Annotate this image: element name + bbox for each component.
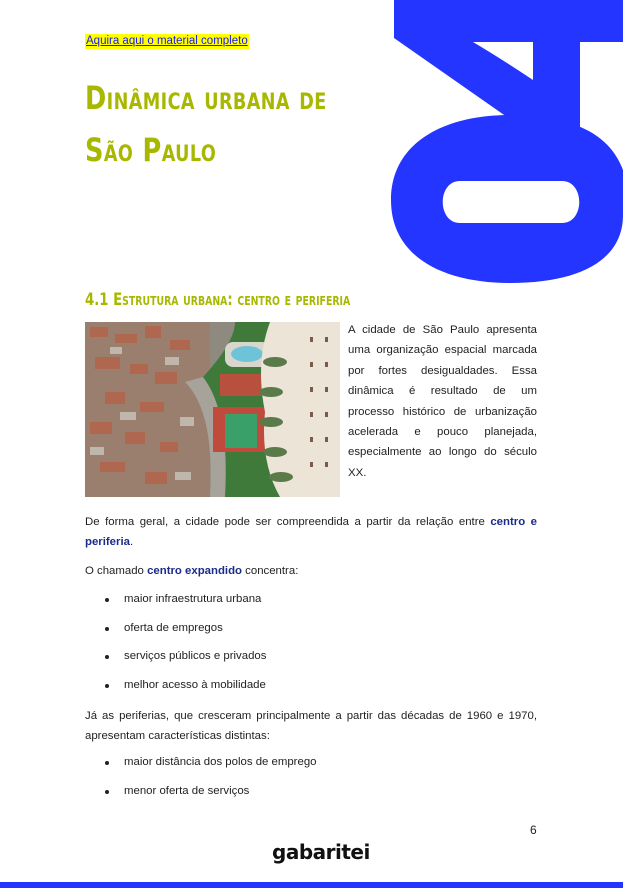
para1-suffix: . <box>129 536 134 549</box>
material-link[interactable]: Aquira aqui o material completo <box>86 35 248 47</box>
list-item: oferta de empregos <box>105 618 266 647</box>
para1-strong: centro e periferia <box>85 516 538 549</box>
title-line-2: São Paulo <box>85 131 217 169</box>
section-heading: 4.1 Estrutura urbana: centro e periferia <box>85 290 351 310</box>
aerial-city-photo <box>85 322 340 497</box>
centro-list <box>105 589 266 704</box>
paragraph-periferias: Já as periferias, que cresceram principalmente a partir das décadas de 1960 e 1970, apresentam características distintas: <box>85 710 537 743</box>
intro-paragraph: A cidade de São Paulo apresenta uma organização espacial marcada por fortes desigualdades. Essa dinâmica é resultado de um processo histórico de urbanização acelerada e pouco planejada, especialmente ao longo do século XX. <box>348 324 537 479</box>
periferia-list <box>105 752 316 809</box>
list-item: melhor acesso à mobilidade <box>105 675 266 704</box>
gabaritei-logo: gabaritei <box>272 840 370 864</box>
list-item: serviços públicos e privados <box>105 646 266 675</box>
photo-illustration <box>85 322 340 497</box>
digit-4-shape <box>394 0 623 130</box>
para1-text: De forma geral, a cidade pode ser compreendida a partir da relação entre <box>85 516 491 528</box>
list-item: maior distância dos polos de emprego <box>105 752 316 781</box>
digit-0-shape <box>391 115 623 283</box>
para2-suffix: concentra: <box>242 565 299 577</box>
list-item: maior infraestrutura urbana <box>105 589 266 618</box>
page-number: 6 <box>530 823 537 837</box>
paragraph-centro-expandido <box>85 561 537 581</box>
para2-strong: centro expandido <box>147 565 242 577</box>
para2-text: O chamado <box>85 565 148 577</box>
footer-bar <box>0 882 623 888</box>
list-item: menor oferta de serviços <box>105 781 316 810</box>
paragraph-centro-periferia <box>85 512 537 553</box>
title-line-1: Dinâmica urbana de <box>85 79 327 117</box>
page-title <box>85 72 325 176</box>
